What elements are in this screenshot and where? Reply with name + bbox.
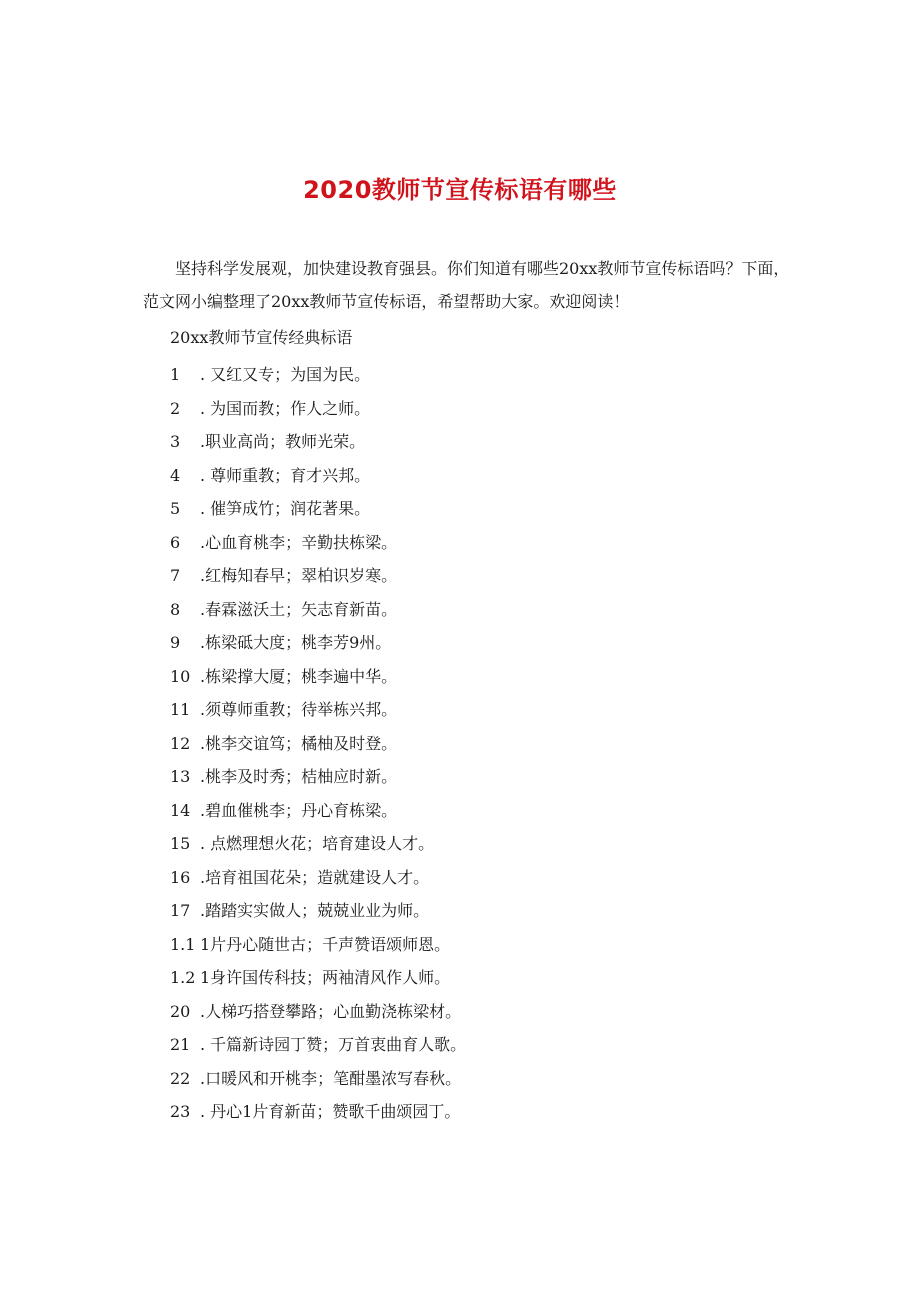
list-item bbox=[170, 626, 466, 660]
list-item bbox=[170, 425, 466, 459]
list-item bbox=[170, 593, 466, 627]
slogan-number: 9 bbox=[170, 633, 181, 652]
slogan-text: .桃李及时秀；桔柚应时新。 bbox=[200, 767, 398, 786]
list-item bbox=[170, 760, 466, 794]
slogan-number: 7 bbox=[170, 566, 181, 585]
list-item bbox=[170, 492, 466, 526]
slogan-number: 16 bbox=[170, 867, 191, 887]
slogan-text: .桃李交谊笃；橘柚及时登。 bbox=[200, 733, 398, 753]
list-item bbox=[170, 693, 466, 727]
slogan-list bbox=[170, 358, 466, 1129]
slogan-number: 3 bbox=[170, 432, 181, 451]
section-heading: 20xx教师节宣传经典标语 bbox=[170, 328, 353, 347]
list-item bbox=[170, 727, 466, 761]
list-item bbox=[170, 861, 466, 895]
slogan-text: .春霖滋沃土；矢志育新苗。 bbox=[200, 599, 398, 619]
list-item bbox=[170, 358, 466, 392]
slogan-text: . 点燃理想火花；培育建设人才。 bbox=[200, 834, 435, 853]
slogan-number: 2 bbox=[170, 398, 181, 418]
slogan-number: 1.2 bbox=[170, 968, 196, 987]
slogan-text: .红梅知春早；翠柏识岁寒。 bbox=[200, 566, 398, 585]
slogan-text: 1片丹心随世古；千声赞语颂师恩。 bbox=[200, 934, 451, 954]
slogan-text: .培育祖国花朵；造就建设人才。 bbox=[200, 867, 430, 887]
list-item bbox=[170, 660, 466, 694]
slogan-number: 10 bbox=[170, 666, 191, 686]
slogan-text: .职业高尚；教师光荣。 bbox=[200, 432, 366, 451]
slogan-text: . 丹心1片育新苗；赞歌千曲颂园丁。 bbox=[200, 1102, 461, 1121]
list-item bbox=[170, 995, 466, 1029]
slogan-text: .口暖风和开桃李；笔酣墨浓写春秋。 bbox=[200, 1068, 462, 1088]
slogan-number: 17 bbox=[170, 901, 191, 920]
slogan-text: . 为国而教；作人之师。 bbox=[200, 398, 371, 418]
slogan-number: 22 bbox=[170, 1068, 191, 1088]
list-item bbox=[170, 392, 466, 426]
slogan-text: . 催笋成竹；润花著果。 bbox=[200, 499, 371, 518]
slogan-number: 21 bbox=[170, 1035, 191, 1054]
list-item bbox=[170, 459, 466, 493]
slogan-text: .人梯巧搭登攀路；心血勤浇栋梁材。 bbox=[200, 1001, 462, 1021]
slogan-number: 5 bbox=[170, 499, 181, 518]
slogan-text: . 千篇新诗园丁赞；万首衷曲育人歌。 bbox=[200, 1035, 467, 1054]
document-title: 2020教师节宣传标语有哪些 bbox=[303, 176, 617, 204]
slogan-text: .踏踏实实做人；兢兢业业为师。 bbox=[200, 901, 430, 920]
slogan-number: 23 bbox=[170, 1102, 191, 1121]
list-item bbox=[170, 1095, 466, 1129]
list-item bbox=[170, 894, 466, 928]
slogan-text: . 尊师重教；育才兴邦。 bbox=[200, 465, 371, 485]
slogan-text: .心血育桃李；辛勤扶栋梁。 bbox=[200, 532, 398, 552]
slogan-number: 13 bbox=[170, 767, 191, 786]
list-item bbox=[170, 559, 466, 593]
slogan-number: 11 bbox=[170, 700, 191, 719]
list-item bbox=[170, 794, 466, 828]
list-item bbox=[170, 1062, 466, 1096]
slogan-number: 14 bbox=[170, 800, 191, 820]
list-item bbox=[170, 827, 466, 861]
slogan-text: .须尊师重教；待举栋兴邦。 bbox=[200, 700, 398, 719]
slogan-number: 15 bbox=[170, 834, 191, 853]
list-item bbox=[170, 526, 466, 560]
list-item bbox=[170, 928, 466, 962]
slogan-text: . 又红又专；为国为民。 bbox=[200, 365, 371, 384]
list-item bbox=[170, 961, 466, 995]
slogan-text: .栋梁砥大度；桃李芳9州。 bbox=[200, 633, 392, 652]
slogan-number: 6 bbox=[170, 532, 181, 552]
slogan-number: 4 bbox=[170, 465, 181, 485]
intro-paragraph: 坚持科学发展观，加快建设教育强县。你们知道有哪些20xx教师节宣传标语吗？下面，范文网小编整理了20xx教师节宣传标语，希望帮助大家。欢迎阅读！ bbox=[143, 259, 790, 311]
slogan-number: 20 bbox=[170, 1001, 191, 1021]
slogan-number: 1.1 bbox=[170, 934, 196, 954]
slogan-text: .栋梁撑大厦；桃李遍中华。 bbox=[200, 666, 398, 686]
slogan-text: 1身许国传科技；两袖清风作人师。 bbox=[200, 968, 451, 987]
slogan-number: 1 bbox=[170, 365, 181, 384]
slogan-text: .碧血催桃李；丹心育栋梁。 bbox=[200, 800, 398, 820]
list-item bbox=[170, 1028, 466, 1062]
slogan-number: 8 bbox=[170, 599, 181, 619]
slogan-number: 12 bbox=[170, 733, 191, 753]
